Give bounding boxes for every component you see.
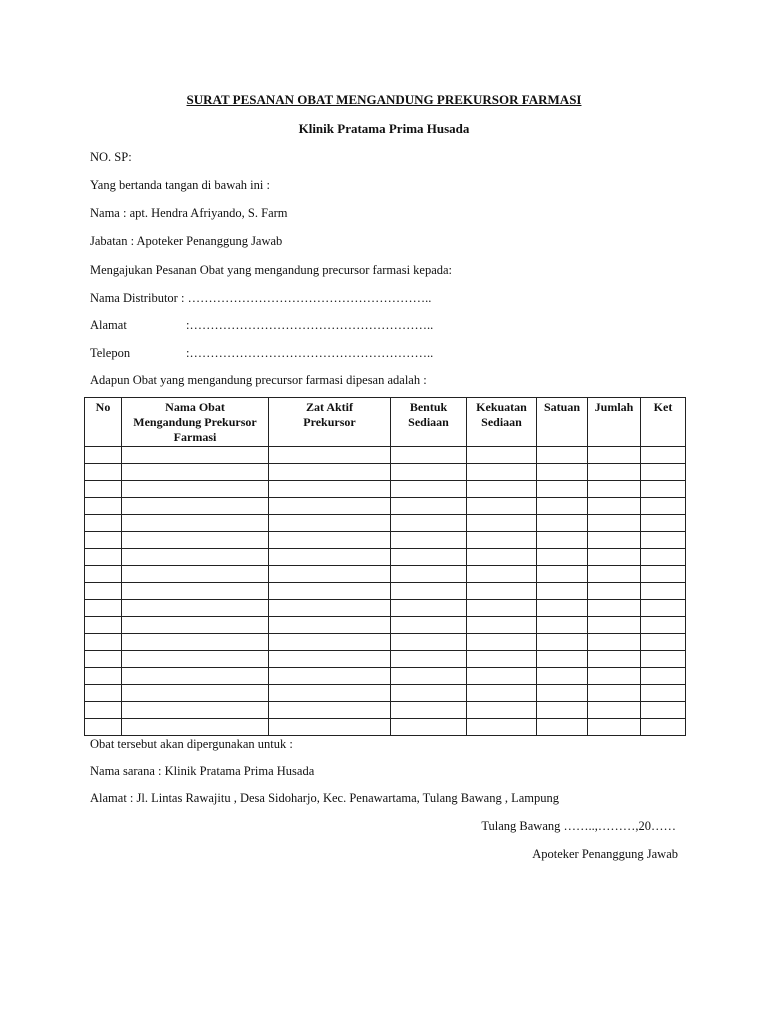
table-cell — [391, 549, 467, 566]
table-cell — [391, 702, 467, 719]
table-cell — [269, 685, 391, 702]
table-cell — [85, 498, 122, 515]
table-row — [85, 634, 686, 651]
table-cell — [641, 719, 686, 736]
table-cell — [641, 651, 686, 668]
table-cell — [122, 685, 269, 702]
table-cell — [85, 464, 122, 481]
table-row — [85, 515, 686, 532]
table-cell — [122, 702, 269, 719]
table-cell — [269, 566, 391, 583]
table-cell — [537, 719, 588, 736]
table-cell — [641, 600, 686, 617]
table-cell — [269, 464, 391, 481]
table-row — [85, 617, 686, 634]
table-cell — [537, 583, 588, 600]
table-cell — [269, 600, 391, 617]
table-cell — [269, 481, 391, 498]
table-cell — [588, 566, 641, 583]
header-kekuatan-sediaan: Kekuatan Sediaan — [467, 398, 537, 447]
table-cell — [391, 515, 467, 532]
table-cell — [391, 498, 467, 515]
order-table-body — [85, 447, 686, 736]
table-row — [85, 566, 686, 583]
alamat-distributor-value: :………………………………………………….. — [186, 318, 434, 332]
table-cell — [391, 532, 467, 549]
table-cell — [391, 481, 467, 498]
table-cell — [641, 702, 686, 719]
table-cell — [588, 583, 641, 600]
table-row — [85, 685, 686, 702]
table-cell — [122, 600, 269, 617]
table-row — [85, 498, 686, 515]
table-cell — [85, 583, 122, 600]
intro-line: Yang bertanda tangan di bawah ini : — [90, 178, 270, 192]
table-cell — [588, 600, 641, 617]
table-cell — [537, 702, 588, 719]
alamat-distributor-label: Alamat — [90, 318, 127, 332]
table-cell — [641, 464, 686, 481]
table-cell — [269, 447, 391, 464]
table-cell — [641, 685, 686, 702]
table-cell — [391, 651, 467, 668]
table-cell — [122, 583, 269, 600]
table-cell — [641, 668, 686, 685]
table-cell — [588, 719, 641, 736]
table-cell — [537, 634, 588, 651]
table-cell — [537, 566, 588, 583]
table-cell — [391, 583, 467, 600]
table-cell — [85, 481, 122, 498]
table-cell — [122, 447, 269, 464]
table-cell — [269, 498, 391, 515]
table-cell — [391, 685, 467, 702]
table-row — [85, 600, 686, 617]
table-cell — [467, 600, 537, 617]
table-cell — [588, 668, 641, 685]
table-cell — [537, 600, 588, 617]
header-jumlah: Jumlah — [588, 398, 641, 447]
distributor-dots: ………………………………………………….. — [187, 291, 432, 305]
table-cell — [269, 617, 391, 634]
table-cell — [122, 668, 269, 685]
table-cell — [467, 447, 537, 464]
table-cell — [122, 566, 269, 583]
clinic-name: Klinik Pratama Prima Husada — [298, 121, 470, 136]
table-cell — [269, 668, 391, 685]
table-cell — [588, 481, 641, 498]
table-cell — [122, 498, 269, 515]
table-cell — [122, 464, 269, 481]
table-cell — [269, 651, 391, 668]
table-cell — [467, 566, 537, 583]
table-cell — [391, 634, 467, 651]
table-cell — [391, 566, 467, 583]
table-cell — [467, 498, 537, 515]
telepon-value: :………………………………………………….. — [186, 346, 434, 360]
table-cell — [467, 719, 537, 736]
header-ket: Ket — [641, 398, 686, 447]
table-cell — [641, 583, 686, 600]
table-cell — [537, 549, 588, 566]
table-cell — [269, 532, 391, 549]
table-cell — [467, 583, 537, 600]
table-cell — [269, 515, 391, 532]
table-row — [85, 702, 686, 719]
table-cell — [467, 617, 537, 634]
table-cell — [85, 719, 122, 736]
table-cell — [391, 719, 467, 736]
adapun-line: Adapun Obat yang mengandung precursor farmasi dipesan adalah : — [90, 373, 427, 387]
table-cell — [537, 447, 588, 464]
table-cell — [641, 566, 686, 583]
table-cell — [537, 668, 588, 685]
table-cell — [122, 719, 269, 736]
header-nama-obat: Nama Obat Mengandung Prekursor Farmasi — [122, 398, 269, 447]
table-cell — [588, 464, 641, 481]
table-cell — [641, 532, 686, 549]
table-cell — [85, 447, 122, 464]
table-cell — [85, 515, 122, 532]
table-cell — [467, 464, 537, 481]
table-cell — [588, 702, 641, 719]
table-cell — [269, 583, 391, 600]
distributor-line — [90, 291, 431, 306]
no-sp-line: NO. SP: — [90, 150, 132, 164]
table-cell — [85, 532, 122, 549]
header-bentuk-sediaan: Bentuk Sediaan — [391, 398, 467, 447]
header-satuan: Satuan — [537, 398, 588, 447]
table-cell — [391, 617, 467, 634]
table-cell — [537, 498, 588, 515]
table-cell — [85, 634, 122, 651]
table-cell — [588, 634, 641, 651]
table-cell — [122, 481, 269, 498]
table-cell — [85, 617, 122, 634]
signatory-title: Apoteker Penanggung Jawab — [532, 847, 678, 861]
table-cell — [269, 702, 391, 719]
digunakan-line: Obat tersebut akan dipergunakan untuk : — [90, 737, 293, 751]
table-cell — [537, 515, 588, 532]
table-cell — [122, 515, 269, 532]
table-cell — [467, 532, 537, 549]
table-cell — [391, 668, 467, 685]
table-cell — [641, 481, 686, 498]
table-cell — [467, 651, 537, 668]
table-cell — [588, 532, 641, 549]
table-cell — [467, 481, 537, 498]
table-cell — [122, 532, 269, 549]
table-cell — [467, 668, 537, 685]
table-cell — [537, 532, 588, 549]
table-cell — [588, 515, 641, 532]
table-header-row — [85, 398, 686, 447]
table-cell — [269, 549, 391, 566]
table-cell — [588, 685, 641, 702]
nama-sarana-line: Nama sarana : Klinik Pratama Prima Husada — [90, 764, 315, 778]
table-cell — [467, 634, 537, 651]
table-cell — [641, 634, 686, 651]
header-zat-aktif: Zat Aktif Prekursor — [269, 398, 391, 447]
table-cell — [467, 685, 537, 702]
table-cell — [391, 447, 467, 464]
table-cell — [588, 549, 641, 566]
table-cell — [269, 634, 391, 651]
table-cell — [588, 651, 641, 668]
table-row — [85, 481, 686, 498]
table-row — [85, 719, 686, 736]
table-row — [85, 651, 686, 668]
document-title: SURAT PESANAN OBAT MENGANDUNG PREKURSOR FARMASI — [186, 92, 582, 107]
table-cell — [537, 685, 588, 702]
table-cell — [122, 617, 269, 634]
table-cell — [85, 702, 122, 719]
table-cell — [85, 566, 122, 583]
table-cell — [537, 651, 588, 668]
jabatan-line: Jabatan : Apoteker Penanggung Jawab — [90, 234, 283, 248]
table-row — [85, 583, 686, 600]
table-cell — [467, 515, 537, 532]
table-cell — [122, 634, 269, 651]
table-cell — [122, 651, 269, 668]
table-cell — [85, 549, 122, 566]
alamat-sarana-line: Alamat : Jl. Lintas Rawajitu , Desa Sidoharjo, Kec. Penawartama, Tulang Bawang , Lampung — [90, 791, 560, 805]
mengajukan-line: Mengajukan Pesanan Obat yang mengandung precursor farmasi kepada: — [90, 263, 453, 277]
header-no: No — [85, 398, 122, 447]
table-cell — [641, 498, 686, 515]
table-cell — [537, 617, 588, 634]
table-row — [85, 668, 686, 685]
table-row — [85, 464, 686, 481]
order-table — [84, 397, 686, 736]
table-cell — [85, 685, 122, 702]
table-cell — [641, 447, 686, 464]
table-cell — [537, 481, 588, 498]
table-cell — [391, 464, 467, 481]
table-row — [85, 447, 686, 464]
telepon-label: Telepon — [90, 346, 131, 360]
table-row — [85, 532, 686, 549]
table-cell — [641, 617, 686, 634]
table-cell — [588, 498, 641, 515]
table-cell — [467, 549, 537, 566]
nama-line: Nama : apt. Hendra Afriyando, S. Farm — [90, 206, 288, 220]
table-cell — [85, 668, 122, 685]
table-cell — [85, 651, 122, 668]
table-cell — [588, 447, 641, 464]
table-cell — [537, 464, 588, 481]
table-cell — [269, 719, 391, 736]
table-cell — [391, 600, 467, 617]
table-cell — [588, 617, 641, 634]
distributor-label: Nama Distributor : — [90, 291, 188, 305]
place-date-line: Tulang Bawang ……..,………,20…… — [481, 819, 676, 833]
table-cell — [641, 549, 686, 566]
table-row — [85, 549, 686, 566]
table-cell — [641, 515, 686, 532]
table-cell — [122, 549, 269, 566]
table-cell — [85, 600, 122, 617]
table-cell — [467, 702, 537, 719]
